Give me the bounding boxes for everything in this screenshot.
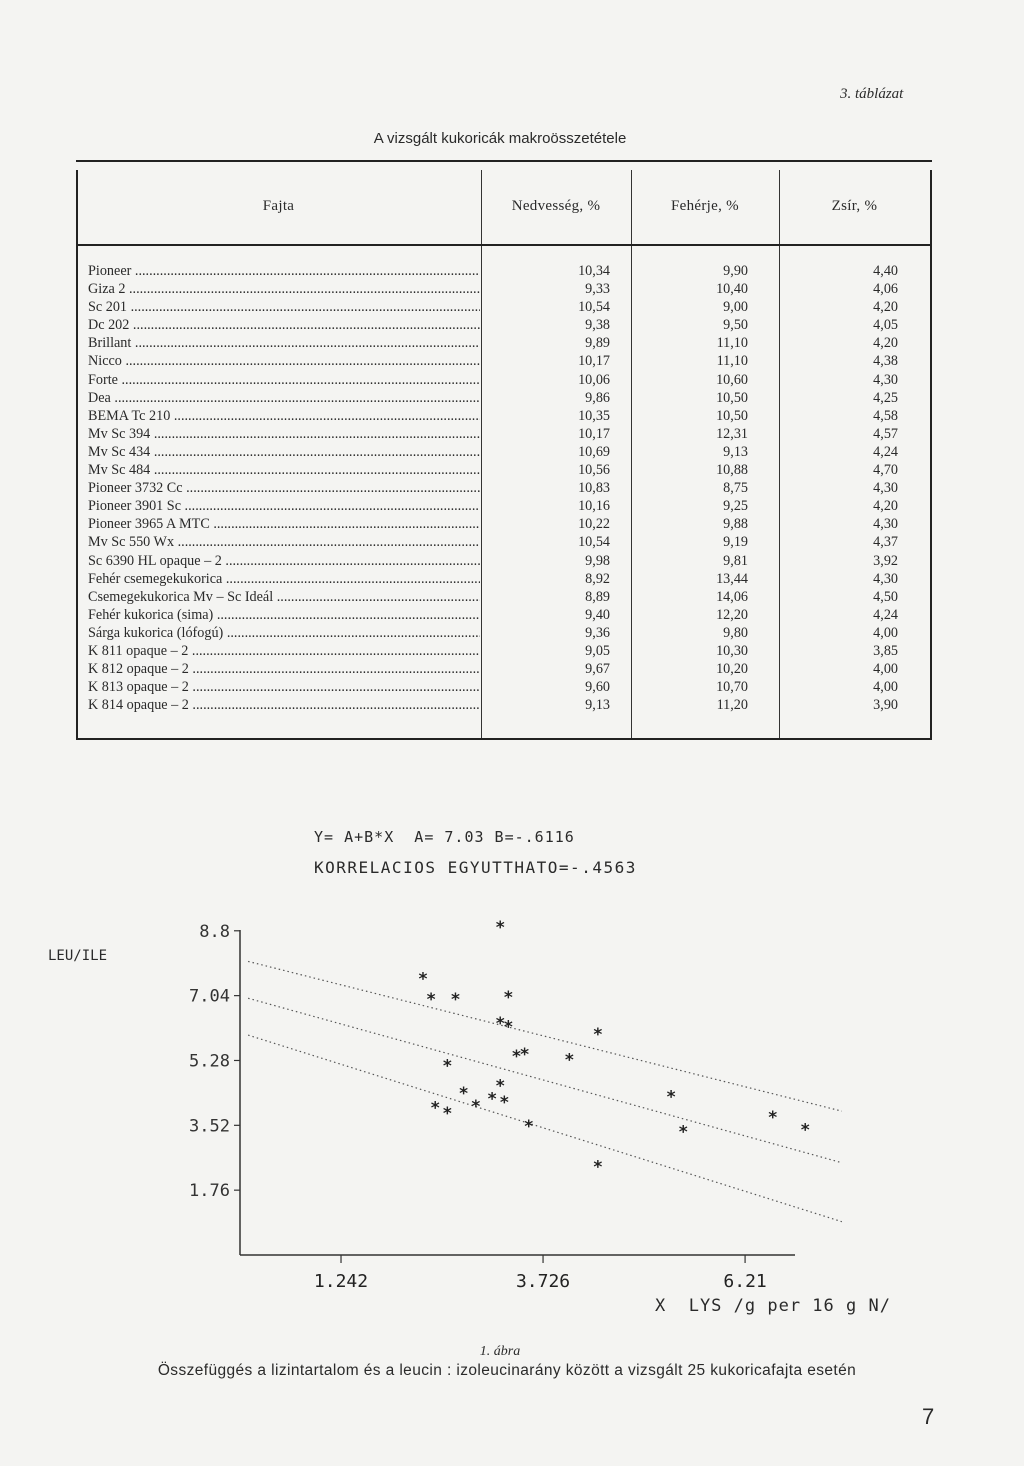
regression-line	[248, 998, 842, 1162]
moisture-value: 10,22	[578, 516, 610, 533]
fat-value: 3,92	[873, 552, 898, 569]
protein-value: 8,75	[723, 480, 748, 497]
fat-value: 4,20	[873, 335, 898, 352]
x-axis-label: X LYS /g per 16 g N/	[655, 1296, 891, 1316]
data-point: *	[503, 1017, 514, 1038]
fat-value: 4,70	[873, 462, 898, 479]
data-point: *	[442, 1104, 453, 1125]
moisture-value: 8,89	[585, 588, 610, 605]
variety-name: Mv Sc 484 .....	[88, 461, 480, 479]
data-point: *	[470, 1096, 481, 1117]
variety-name: Fehér csemegekukorica .....	[88, 570, 480, 588]
y-tick-label: 5.28	[189, 1051, 230, 1072]
data-point: *	[519, 1045, 530, 1066]
data-point: *	[426, 989, 437, 1010]
y-tick-label: 1.76	[189, 1181, 230, 1202]
data-point: *	[564, 1050, 575, 1071]
x-tick-label: 6.21	[723, 1271, 767, 1292]
variety-name: Dc 202 .....	[88, 316, 480, 334]
fat-value: 4,30	[873, 516, 898, 533]
data-point: *	[592, 1157, 603, 1178]
protein-value: 9,80	[723, 624, 748, 641]
variety-name: Csemegekukorica Mv – Sc Ideál .....	[88, 588, 480, 606]
moisture-value: 9,60	[585, 679, 610, 696]
data-point: *	[495, 918, 506, 939]
data-point: *	[499, 1093, 510, 1114]
variety-name: Pioneer 3901 Sc .....	[88, 497, 480, 515]
protein-value: 9,13	[723, 443, 748, 460]
fat-value: 4,06	[873, 281, 898, 298]
data-point: *	[495, 1013, 506, 1034]
variety-name: Nicco .....	[88, 352, 480, 370]
protein-value: 10,20	[716, 661, 748, 678]
column-header-variety: Fajta	[262, 198, 295, 214]
data-point: *	[458, 1083, 469, 1104]
fat-value: 4,58	[873, 407, 898, 424]
column-header-fat: Zsír, %	[831, 198, 878, 214]
moisture-value: 10,83	[578, 480, 610, 497]
protein-value: 9,50	[723, 317, 748, 334]
moisture-value: 9,05	[585, 642, 610, 659]
variety-name: Mv Sc 550 Wx .....	[88, 533, 480, 551]
data-point: *	[767, 1107, 778, 1128]
regression-equation: Y= A+B*X A= 7.03 B=-.6116	[314, 828, 575, 846]
fat-value: 4,00	[873, 661, 898, 678]
variety-name: Dea .....	[88, 389, 480, 407]
fat-value: 4,20	[873, 498, 898, 515]
protein-value: 12,20	[716, 606, 748, 623]
variety-name: Fehér kukorica (sima) .....	[88, 606, 480, 624]
figure-caption: Összefüggés a lizintartalom és a leucin : izoleucinarány között a vizsgált 25 kukoricafajta esetén	[157, 1362, 857, 1379]
moisture-value: 9,89	[585, 335, 610, 352]
variety-name: K 814 opaque – 2 .....	[88, 696, 480, 714]
moisture-value: 10,17	[578, 353, 610, 370]
data-point: *	[592, 1024, 603, 1045]
protein-value: 9,25	[723, 498, 748, 515]
fat-value: 4,40	[873, 263, 898, 279]
moisture-value: 10,17	[578, 425, 610, 442]
correlation-coefficient: KORRELACIOS EGYUTTHATO=-.4563	[314, 858, 637, 877]
fat-value: 4,57	[873, 425, 898, 442]
data-point: *	[430, 1098, 441, 1119]
protein-value: 10,50	[716, 407, 748, 424]
fat-value: 4,24	[873, 443, 898, 460]
variety-name: Brillant .....	[88, 334, 480, 352]
variety-name: K 811 opaque – 2 .....	[88, 642, 480, 660]
x-tick-label: 3.726	[515, 1271, 571, 1292]
variety-name: Forte .....	[88, 371, 480, 389]
moisture-value: 10,06	[578, 371, 610, 388]
data-points	[418, 918, 811, 1177]
data-point: *	[665, 1087, 677, 1108]
moisture-value: 10,54	[578, 299, 610, 316]
variety-name: Pioneer .....	[88, 262, 480, 280]
data-point: *	[487, 1089, 498, 1110]
moisture-value: 9,36	[585, 624, 610, 641]
variety-name: Pioneer 3965 A MTC .....	[88, 515, 480, 533]
moisture-value: 9,98	[585, 552, 610, 569]
protein-value: 13,44	[716, 570, 748, 587]
protein-value: 10,30	[716, 642, 748, 659]
y-tick-label: 7.04	[189, 986, 230, 1007]
protein-value: 10,88	[716, 462, 748, 479]
protein-value: 9,90	[723, 263, 748, 279]
moisture-value: 10,35	[578, 407, 610, 424]
moisture-value: 9,13	[585, 697, 610, 714]
data-point: *	[442, 1056, 453, 1077]
y-tick-label: 3.52	[189, 1116, 230, 1137]
variety-name: K 813 opaque – 2 .....	[88, 678, 480, 696]
fat-value: 4,05	[873, 317, 898, 334]
data-point: *	[450, 989, 461, 1010]
protein-value: 14,06	[716, 588, 748, 605]
variety-name: Sárga kukorica (lófogú) .....	[88, 624, 480, 642]
protein-value: 11,10	[716, 335, 748, 352]
data-point: *	[800, 1120, 811, 1141]
protein-value: 9,19	[723, 534, 748, 551]
protein-value: 10,40	[716, 281, 748, 298]
data-point: *	[678, 1122, 689, 1143]
fat-value: 3,85	[873, 642, 898, 659]
fat-value: 4,00	[873, 679, 898, 696]
fat-value: 4,24	[873, 606, 898, 623]
protein-value: 11,10	[716, 353, 748, 370]
fat-value: 4,37	[873, 534, 898, 551]
variety-name: Sc 201 .....	[88, 298, 480, 316]
fat-value: 3,90	[873, 697, 898, 714]
moisture-value: 10,54	[578, 534, 610, 551]
upper-confidence-line	[248, 961, 842, 1114]
fat-value: 4,25	[873, 389, 898, 406]
data-point: *	[511, 1047, 522, 1068]
fat-value: 4,30	[873, 480, 898, 497]
variety-name: BEMA Tc 210 .....	[88, 407, 480, 425]
column-header-protein: Fehérje, %	[671, 198, 739, 214]
moisture-value: 9,38	[585, 317, 610, 334]
fat-value: 4,20	[873, 299, 898, 316]
data-point: *	[523, 1117, 534, 1138]
moisture-value: 10,56	[578, 462, 610, 479]
moisture-value: 10,69	[578, 443, 610, 460]
fat-value: 4,00	[873, 624, 898, 641]
trend-lines	[248, 961, 842, 1221]
fat-value: 4,30	[873, 570, 898, 587]
protein-value: 11,20	[716, 697, 748, 714]
column-header-moisture: Nedvesség, %	[511, 198, 601, 214]
x-tick-label: 1.242	[313, 1271, 369, 1292]
moisture-value: 9,86	[585, 389, 610, 406]
y-axis-label: LEU/ILE	[48, 948, 108, 964]
fat-value: 4,50	[873, 588, 898, 605]
moisture-value: 10,16	[578, 498, 610, 515]
variety-name: K 812 opaque – 2 .....	[88, 660, 480, 678]
table-title: A vizsgált kukoricák makroösszetétele	[373, 130, 627, 147]
protein-value: 10,60	[716, 371, 748, 388]
data-point: *	[503, 988, 514, 1009]
protein-value: 10,70	[716, 679, 748, 696]
protein-value: 9,81	[723, 552, 748, 569]
figure-number: 1. ábra	[479, 1344, 521, 1359]
protein-value: 9,88	[723, 516, 748, 533]
plot-axes	[240, 930, 795, 1255]
variety-name: Pioneer 3732 Cc .....	[88, 479, 480, 497]
variety-name: Mv Sc 434 .....	[88, 443, 480, 461]
fat-value: 4,30	[873, 371, 898, 388]
moisture-value: 9,40	[585, 606, 610, 623]
variety-name: Mv Sc 394 .....	[88, 425, 480, 443]
data-point: *	[495, 1076, 506, 1097]
fat-value: 4,38	[873, 353, 898, 370]
moisture-value: 9,33	[585, 281, 610, 298]
page-number: 7	[922, 1404, 935, 1429]
y-tick-label: 8.8	[199, 921, 230, 942]
protein-value: 12,31	[716, 425, 748, 442]
protein-value: 10,50	[716, 389, 748, 406]
table-number: 3. táblázat	[840, 86, 904, 102]
variety-name: Sc 6390 HL opaque – 2 .....	[88, 552, 480, 570]
protein-value: 9,00	[723, 299, 748, 316]
moisture-value: 8,92	[585, 570, 610, 587]
moisture-value: 9,67	[585, 661, 610, 678]
moisture-value: 10,34	[578, 263, 610, 279]
data-point: *	[417, 969, 429, 990]
variety-name: Giza 2 .....	[88, 280, 480, 298]
lower-confidence-line	[248, 1035, 842, 1222]
